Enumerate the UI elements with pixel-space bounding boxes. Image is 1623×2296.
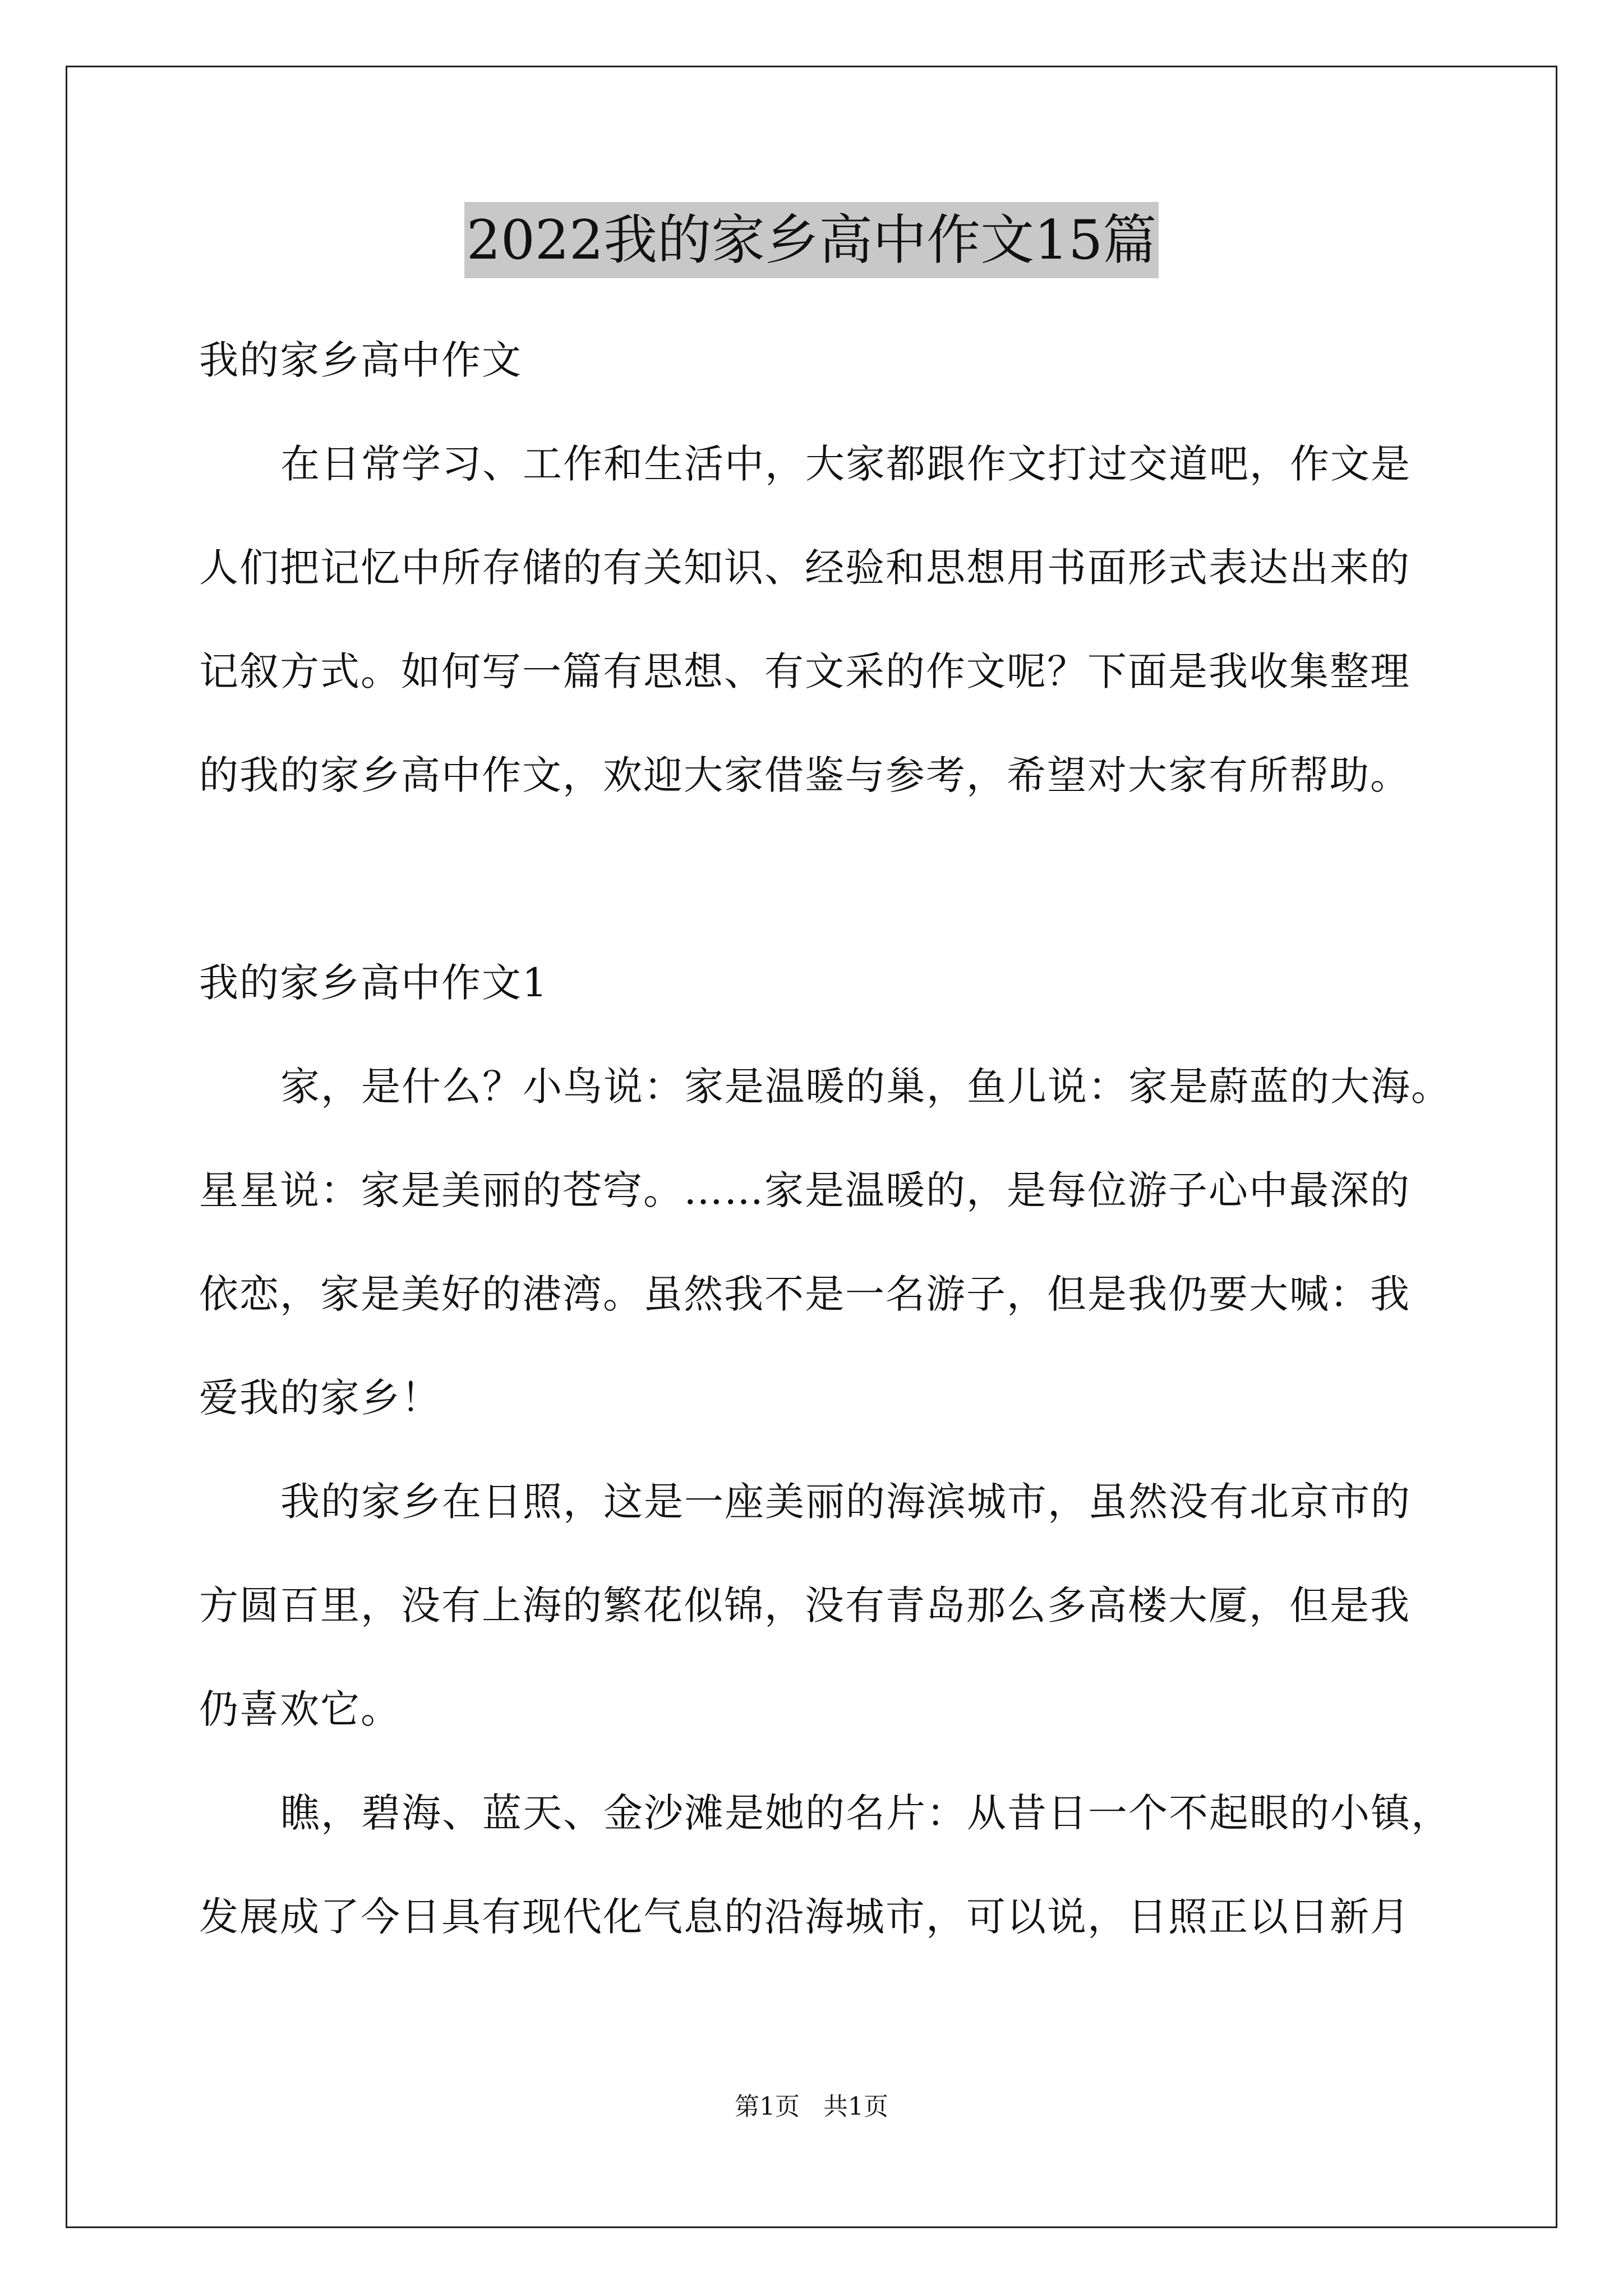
essay1-p2-line-1: 我的家乡在日照，这是一座美丽的海滨城市，虽然没有北京市的: [280, 1479, 1411, 1525]
intro-line-3: 记叙方式。如何写一篇有思想、有文采的作文呢？下面是我收集整理: [199, 648, 1410, 694]
page-total: 共1页: [823, 2092, 888, 2121]
essay1-p2-line-3: 仍喜欢它。: [199, 1686, 401, 1732]
essay1-p1-line-1: 家，是什么？小鸟说：家是温暖的巢，鱼儿说：家是蔚蓝的大海。: [280, 1064, 1451, 1110]
title-wrap: [0, 202, 1623, 278]
page-number: 第1页: [735, 2092, 800, 2121]
document-title: 2022我的家乡高中作文15篇: [464, 202, 1159, 278]
essay1-p2-line-2: 方圆百里，没有上海的繁花似锦，没有青岛那么多高楼大厦，但是我: [199, 1582, 1410, 1628]
intro-heading: 我的家乡高中作文: [199, 337, 522, 383]
page-footer: [0, 2090, 1623, 2124]
essay1-p1-line-4: 爱我的家乡！: [199, 1375, 441, 1421]
essay1-p3-line-1: 瞧，碧海、蓝天、金沙滩是她的名片：从昔日一个不起眼的小镇，: [280, 1790, 1451, 1836]
essay1-heading: 我的家乡高中作文1: [199, 960, 548, 1006]
intro-line-4: 的我的家乡高中作文，欢迎大家借鉴与参考，希望对大家有所帮助。: [199, 752, 1410, 798]
section-gap: [199, 827, 1433, 931]
document-body: [199, 309, 1451, 1969]
essay1-p1-line-2: 星星说：家是美丽的苍穹。……家是温暖的，是每位游子心中最深的: [199, 1167, 1410, 1213]
intro-line-2: 人们把记忆中所存储的有关知识、经验和思想用书面形式表达出来的: [199, 545, 1410, 591]
essay1-p3-line-2: 发展成了今日具有现代化气息的沿海城市，可以说，日照正以日新月: [199, 1894, 1410, 1940]
intro-line-1: 在日常学习、工作和生活中，大家都跟作文打过交道吧，作文是: [280, 441, 1411, 487]
essay1-p1-line-3: 依恋，家是美好的港湾。虽然我不是一名游子，但是我仍要大喊：我: [199, 1271, 1410, 1317]
